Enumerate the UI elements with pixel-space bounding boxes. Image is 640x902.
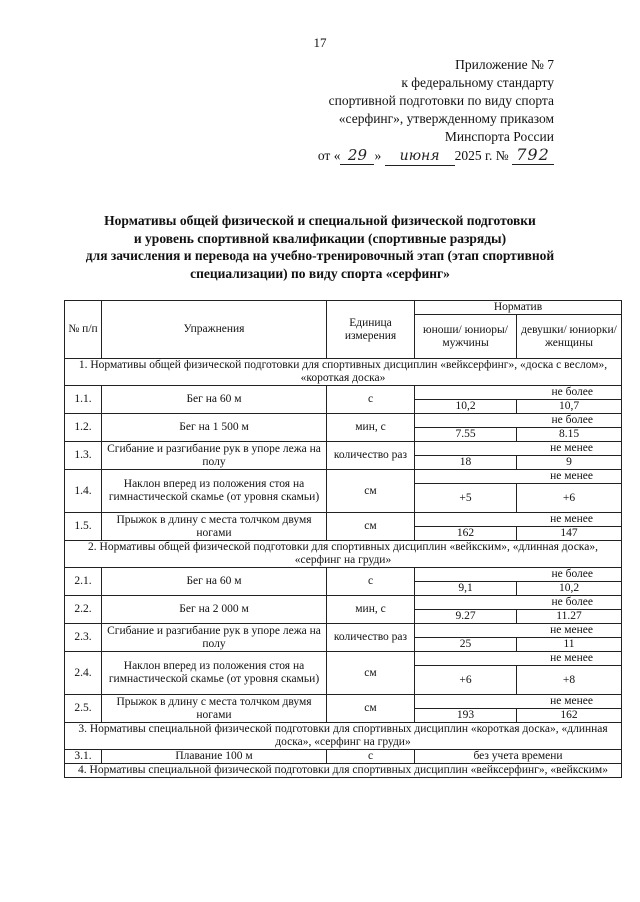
appendix-block (274, 56, 554, 166)
row-exercise: Прыжок в длину с места толчком двумя ногами (102, 695, 327, 723)
row-female-value: 10,7 (517, 400, 622, 414)
title-line: специализации) по виду спорта «серфинг» (190, 265, 450, 281)
row-num: 1.3. (65, 442, 102, 470)
row-female-value: 8.15 (517, 428, 622, 442)
row-male-value: 9.27 (415, 610, 517, 624)
table-row (65, 442, 622, 456)
row-exercise: Сгибание и разгибание рук в упоре лежа на полу (102, 624, 327, 652)
row-condition: не менее (415, 442, 622, 456)
section-title: 3. Нормативы специальной физической подготовки для спортивных дисциплин «короткая доска», «длинная доска», «серфинг на груди» (65, 723, 622, 750)
row-female-value: +6 (517, 484, 622, 513)
row-male-value: +5 (415, 484, 517, 513)
row-female-value: 162 (517, 709, 622, 723)
row-exercise: Бег на 1 500 м (102, 414, 327, 442)
row-num: 2.3. (65, 624, 102, 652)
row-condition: не менее (415, 624, 622, 638)
row-female-value: 147 (517, 527, 622, 541)
table-row (65, 750, 622, 764)
row-male-value: +6 (415, 666, 517, 695)
handwritten-order-number: 792 (512, 146, 554, 165)
norms-table (64, 300, 622, 778)
row-unit: с (327, 750, 415, 764)
handwritten-month: июня (385, 147, 455, 166)
section-title: 4. Нормативы специальной физической подготовки для спортивных дисциплин «вейксерфинг», «вейкским» (65, 764, 622, 778)
row-unit: мин, с (327, 596, 415, 624)
header-female: девушки/ юниорки/ женщины (517, 315, 622, 359)
row-unit: мин, с (327, 414, 415, 442)
row-male-value: 18 (415, 456, 517, 470)
table-row (65, 695, 622, 709)
header-exercise: Упражнения (102, 301, 327, 359)
row-unit: см (327, 513, 415, 541)
row-num: 2.1. (65, 568, 102, 596)
row-male-value: 162 (415, 527, 517, 541)
row-exercise: Прыжок в длину с места толчком двумя ногами (102, 513, 327, 541)
row-exercise: Наклон вперед из положения стоя на гимнастической скамье (от уровня скамьи) (102, 652, 327, 695)
header-num: № п/п (65, 301, 102, 359)
document-title (0, 212, 640, 282)
section-header-row (65, 764, 622, 778)
row-unit: с (327, 386, 415, 414)
row-unit: см (327, 695, 415, 723)
row-condition: не менее (415, 695, 622, 709)
row-exercise: Бег на 2 000 м (102, 596, 327, 624)
row-unit: количество раз (327, 624, 415, 652)
row-exercise: Наклон вперед из положения стоя на гимнастической скамье (от уровня скамьи) (102, 470, 327, 513)
row-condition: не более (415, 568, 622, 582)
row-condition: не более (415, 414, 622, 428)
table-row (65, 568, 622, 582)
table-row (65, 652, 622, 666)
table-row (65, 624, 622, 638)
row-exercise: Плавание 100 м (102, 750, 327, 764)
row-exercise: Бег на 60 м (102, 568, 327, 596)
header-male: юноши/ юниоры/ мужчины (415, 315, 517, 359)
order-date-line (274, 146, 554, 166)
row-num: 2.2. (65, 596, 102, 624)
row-num: 1.4. (65, 470, 102, 513)
row-num: 1.2. (65, 414, 102, 442)
row-exercise: Бег на 60 м (102, 386, 327, 414)
row-unit: с (327, 568, 415, 596)
row-condition: не менее (415, 470, 622, 484)
row-male-value: 10,2 (415, 400, 517, 414)
appendix-line: Приложение № 7 (455, 57, 554, 72)
row-female-value: 11 (517, 638, 622, 652)
row-condition: не более (415, 386, 622, 400)
title-line: Нормативы общей физической и специальной физической подготовки (104, 213, 536, 228)
row-merged-value: без учета времени (415, 750, 622, 764)
row-female-value: 9 (517, 456, 622, 470)
row-male-value: 7.55 (415, 428, 517, 442)
date-year: 2025 г. № (454, 148, 509, 163)
table-row (65, 470, 622, 484)
row-male-value: 25 (415, 638, 517, 652)
row-female-value: +8 (517, 666, 622, 695)
handwritten-day: 29 (340, 146, 374, 165)
row-female-value: 11.27 (517, 610, 622, 624)
table-row (65, 596, 622, 610)
header-norm: Норматив (415, 301, 622, 315)
appendix-line: к федеральному стандарту (401, 75, 554, 90)
row-unit: количество раз (327, 442, 415, 470)
table-row (65, 513, 622, 527)
row-num: 1.1. (65, 386, 102, 414)
date-prefix: от « (317, 148, 341, 163)
row-num: 1.5. (65, 513, 102, 541)
section-title: 1. Нормативы общей физической подготовки для спортивных дисциплин «вейксерфинг», «доска с веслом», «короткая доска» (65, 359, 622, 386)
table-row (65, 386, 622, 400)
section-title: 2. Нормативы общей физической подготовки для спортивных дисциплин «вейкским», «длинная доска», «серфинг на груди» (65, 541, 622, 568)
row-exercise: Сгибание и разгибание рук в упоре лежа на полу (102, 442, 327, 470)
section-header-row (65, 541, 622, 568)
table-row (65, 414, 622, 428)
date-mid: » (374, 148, 382, 163)
row-num: 2.5. (65, 695, 102, 723)
row-condition: не менее (415, 652, 622, 666)
section-header-row (65, 723, 622, 750)
row-female-value: 10,2 (517, 582, 622, 596)
row-condition: не более (415, 596, 622, 610)
row-num: 2.4. (65, 652, 102, 695)
row-num: 3.1. (65, 750, 102, 764)
section-header-row (65, 359, 622, 386)
page-number: 17 (313, 35, 327, 50)
title-line: и уровень спортивной квалификации (спортивные разряды) (133, 230, 507, 246)
header-unit: Единица измерения (327, 301, 415, 359)
appendix-line: Минспорта России (444, 129, 554, 144)
appendix-line: спортивной подготовки по виду спорта (328, 93, 554, 108)
row-unit: см (327, 652, 415, 695)
row-male-value: 193 (415, 709, 517, 723)
title-line: для зачисления и перевода на учебно-тренировочный этап (этап спортивной (85, 248, 555, 263)
row-unit: см (327, 470, 415, 513)
appendix-line: «серфинг», утвержденному приказом (338, 111, 554, 126)
header-row (65, 301, 622, 315)
row-male-value: 9,1 (415, 582, 517, 596)
row-condition: не менее (415, 513, 622, 527)
